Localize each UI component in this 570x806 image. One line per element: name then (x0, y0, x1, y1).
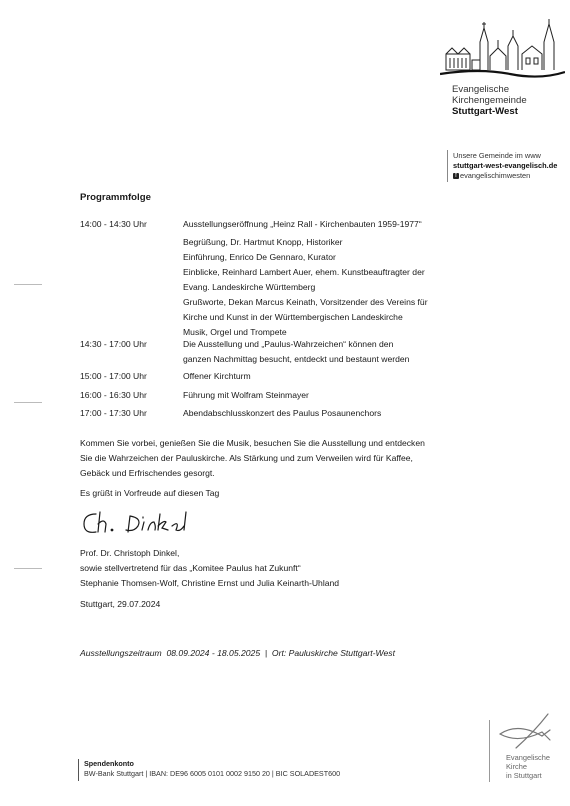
org-line2: Kirchengemeinde (452, 95, 527, 106)
program-line: Abendabschlusskonzert des Paulus Posaunenchors (183, 408, 382, 418)
church-skyline-icon (440, 18, 565, 80)
social-handle: evangelischimwesten (460, 171, 531, 180)
program-time: 15:00 - 17:00 Uhr (80, 371, 147, 381)
place-date: Stuttgart, 29.07.2024 (80, 599, 161, 609)
ek-line2: Kirche (506, 761, 527, 771)
fish-cross-icon (490, 712, 560, 756)
signatory-name: Prof. Dr. Christoph Dinkel, (80, 548, 180, 558)
program-line: Grußworte, Dekan Marcus Keinath, Vorsitzender des Vereins für (183, 297, 428, 307)
signature-line: sowie stellvertretend für das „Komitee Paulus hat Zukunft“ (80, 563, 301, 573)
ek-line1: Evangelische (506, 753, 550, 762)
program-description (183, 217, 483, 232)
contact-block (453, 151, 557, 181)
handwritten-signature (80, 508, 200, 543)
contact-divider (447, 150, 448, 182)
footer-label: Spendenkonto (84, 759, 134, 768)
program-line: Musik, Orgel und Trompete (183, 327, 287, 337)
program-heading: Programmfolge (80, 192, 151, 203)
org-line3: Stuttgart-West (452, 106, 518, 117)
fold-mark (14, 402, 42, 403)
bank-details: BW-Bank Stuttgart | IBAN: DE96 6005 0101 0002 9150 20 | BIC SOLADEST600 (84, 769, 341, 778)
facebook-icon: f (453, 173, 459, 179)
program-line: Die Ausstellung und „Paulus-Wahrzeichen“ können den (183, 339, 394, 349)
program-time: 16:00 - 16:30 Uhr (80, 390, 147, 400)
program-time: 14:30 - 17:00 Uhr (80, 339, 147, 349)
program-description (183, 337, 483, 367)
organization-name (452, 84, 527, 117)
program-description (183, 369, 483, 384)
invitation-paragraph (80, 436, 480, 481)
program-line: Evang. Landeskirche Württemberg (183, 282, 316, 292)
program-time: 14:00 - 14:30 Uhr (80, 219, 147, 229)
program-description (183, 406, 483, 421)
program-time: 17:00 - 17:30 Uhr (80, 408, 147, 418)
fold-mark (14, 568, 42, 569)
social-link[interactable] (453, 171, 557, 181)
program-line: Einblicke, Reinhard Lambert Auer, ehem. Kunstbeauftragter der (183, 267, 425, 277)
footer-divider (78, 759, 79, 781)
program-description (183, 388, 483, 403)
program-line: Führung mit Wolfram Steinmayer (183, 390, 309, 400)
exhibition-info: Ausstellungszeitraum 08.09.2024 - 18.05.2025 | Ort: Pauluskirche Stuttgart-West (80, 648, 395, 658)
invitation-line: Sie die Wahrzeichen der Pauluskirche. Als Stärkung und zum Verweilen wird für Kaffee, (80, 453, 413, 463)
signature-block (80, 546, 480, 591)
program-line: Ausstellungseröffnung „Heinz Rall - Kirchenbauten 1959-1977“ (183, 219, 422, 229)
church-skyline-logo (440, 18, 565, 85)
program-line: Einführung, Enrico De Gennaro, Kurator (183, 252, 336, 262)
contact-intro: Unsere Gemeinde im www (453, 151, 541, 160)
fold-mark (14, 284, 42, 285)
program-line: Offener Kirchturm (183, 371, 251, 381)
ek-logo-text (506, 754, 550, 780)
program-line: Begrüßung, Dr. Hartmut Knopp, Historiker (183, 237, 343, 247)
program-description (183, 235, 483, 340)
signature-line: Stephanie Thomsen-Wolf, Christine Ernst und Julia Keinarth-Uhland (80, 578, 340, 588)
invitation-line: Kommen Sie vorbei, genießen Sie die Musik, besuchen Sie die Ausstellung und entdecken (80, 438, 425, 448)
invitation-line: Gebäck und Erfrischendes gesorgt. (80, 468, 215, 478)
website-link[interactable]: stuttgart-west-evangelisch.de (453, 161, 558, 170)
greeting: Es grüßt in Vorfreude auf diesen Tag (80, 488, 220, 498)
ek-line3: in Stuttgart (506, 770, 542, 780)
program-line: ganzen Nachmittag besucht, entdeckt und bestaunt werden (183, 354, 410, 364)
org-line1: Evangelische (452, 84, 510, 95)
program-line: Kirche und Kunst in der Württembergischen Landeskirche (183, 312, 403, 322)
